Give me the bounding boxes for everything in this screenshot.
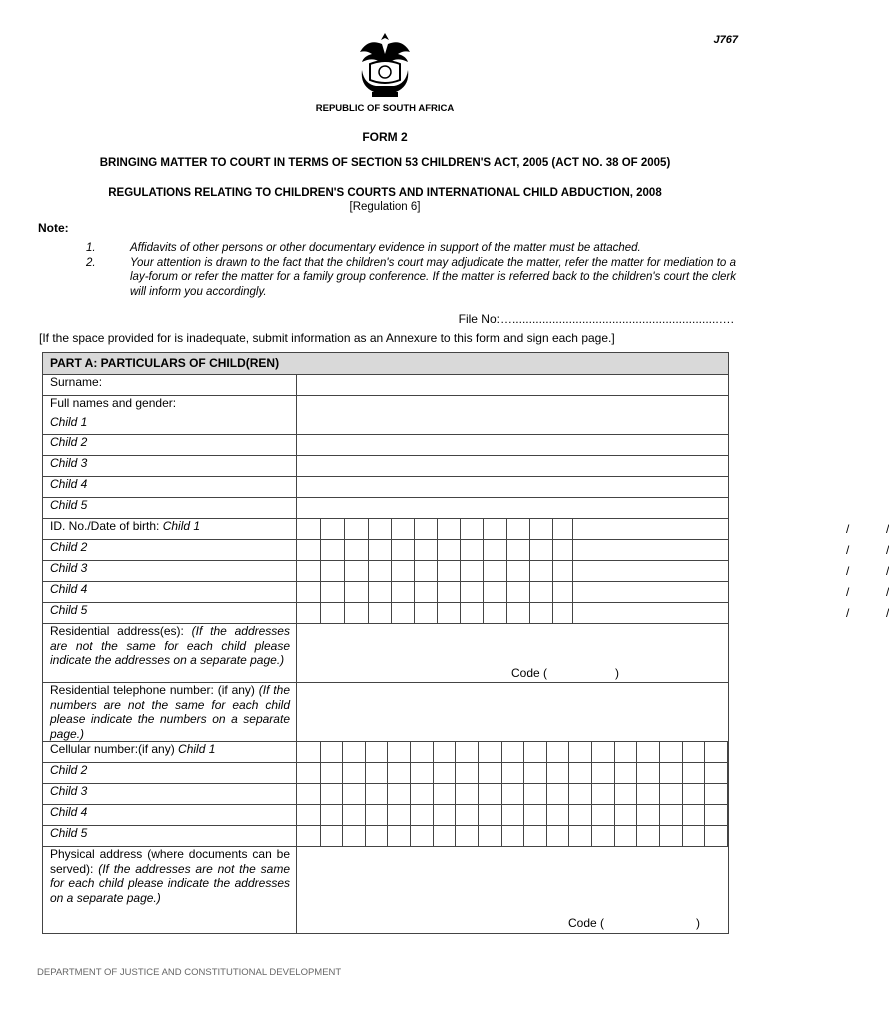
cell-digit-box[interactable] — [683, 805, 706, 825]
cell-digit-box[interactable] — [615, 784, 638, 804]
date-separator: / — [846, 522, 850, 536]
cell-digit-box[interactable] — [615, 763, 638, 783]
cell-digit-box[interactable] — [592, 826, 615, 846]
code-label: Code ( — [568, 916, 605, 930]
id-digit-box[interactable] — [507, 519, 530, 539]
id-digit-boxes — [297, 561, 728, 581]
cell-digit-boxes — [297, 763, 728, 783]
cell-digit-box[interactable] — [547, 805, 570, 825]
full-names-child3-field[interactable] — [297, 456, 729, 477]
cell-digit-box[interactable] — [660, 784, 683, 804]
cell-digit-box[interactable] — [683, 763, 706, 783]
cell-digit-box[interactable] — [502, 742, 525, 762]
id-digit-box[interactable] — [392, 561, 415, 581]
cell-digit-box[interactable] — [637, 784, 660, 804]
cell-digit-box[interactable] — [524, 805, 547, 825]
surname-label: Surname: — [43, 375, 297, 396]
cell-digit-box[interactable] — [434, 742, 457, 762]
id-digit-box[interactable] — [461, 582, 484, 602]
cell-digit-box[interactable] — [524, 742, 547, 762]
cellular-number-label — [43, 742, 297, 763]
id-dob-label — [43, 519, 297, 540]
child-label: Child 2 — [43, 540, 297, 561]
id-digit-box[interactable] — [297, 561, 321, 581]
id-digit-box[interactable] — [507, 603, 530, 623]
coat-of-arms-logo — [356, 30, 414, 100]
id-digit-box[interactable] — [530, 603, 553, 623]
code-close: ) — [615, 666, 619, 680]
id-digit-box[interactable] — [297, 603, 321, 623]
cellular-child2-field[interactable] — [297, 763, 729, 784]
cell-digit-box[interactable] — [502, 826, 525, 846]
id-digit-box[interactable] — [297, 582, 321, 602]
id-digit-box[interactable] — [321, 540, 345, 560]
cell-digit-box[interactable] — [705, 742, 728, 762]
id-dob-child3-field[interactable] — [297, 561, 850, 582]
id-dob-text: ID. No./Date of birth: — [50, 519, 163, 533]
id-digit-box[interactable] — [484, 561, 507, 581]
code-label: Code ( — [511, 666, 548, 680]
full-names-child5-field[interactable] — [297, 498, 729, 519]
child-label: Child 1 — [178, 742, 216, 756]
cell-digit-box[interactable] — [547, 742, 570, 762]
id-digit-boxes — [297, 582, 728, 602]
child-label: Child 2 — [43, 435, 297, 456]
cell-digit-box[interactable] — [321, 742, 344, 762]
id-digit-box[interactable] — [530, 561, 553, 581]
cell-digit-box[interactable] — [569, 826, 592, 846]
id-digit-box[interactable] — [553, 561, 573, 581]
cell-digit-boxes — [297, 826, 728, 846]
cell-digit-box[interactable] — [479, 763, 502, 783]
country-name: REPUBLIC OF SOUTH AFRICA — [315, 103, 455, 114]
cell-digit-box[interactable] — [502, 784, 525, 804]
residential-address-field[interactable] — [297, 624, 729, 683]
cell-digit-box[interactable] — [434, 805, 457, 825]
residential-address-text: Residential address(es): — [50, 624, 184, 638]
id-digit-box[interactable] — [369, 540, 392, 560]
cell-digit-box[interactable] — [615, 742, 638, 762]
cell-digit-box[interactable] — [683, 742, 706, 762]
id-digit-box[interactable] — [553, 540, 573, 560]
cell-digit-box[interactable] — [592, 742, 615, 762]
cell-digit-box[interactable] — [479, 805, 502, 825]
child-label: Child 5 — [43, 498, 297, 519]
cell-digit-box[interactable] — [615, 805, 638, 825]
physical-address-text: Physical address (where documents can be served): — [50, 847, 290, 876]
child-label: Child 3 — [43, 784, 297, 805]
id-digit-box[interactable] — [461, 519, 484, 539]
note-number: 1. — [86, 242, 96, 254]
id-digit-box[interactable] — [507, 540, 530, 560]
id-digit-box[interactable] — [438, 519, 461, 539]
cell-digit-box[interactable] — [434, 784, 457, 804]
id-digit-box[interactable] — [345, 540, 369, 560]
cell-digit-box[interactable] — [388, 805, 411, 825]
form-heading: BRINGING MATTER TO COURT IN TERMS OF SECTION 53 CHILDREN'S ACT, 2005 (ACT NO. 38 OF 2005) — [99, 157, 671, 169]
cell-digit-box[interactable] — [569, 805, 592, 825]
physical-address-field[interactable] — [297, 847, 729, 934]
cell-digit-box[interactable] — [705, 784, 728, 804]
cellular-number-text: Cellular number:(if any) — [50, 742, 179, 756]
id-dob-child2-field[interactable] — [297, 540, 850, 561]
id-digit-box[interactable] — [530, 582, 553, 602]
cell-digit-box[interactable] — [434, 763, 457, 783]
cell-digit-box[interactable] — [547, 784, 570, 804]
cell-digit-box[interactable] — [502, 763, 525, 783]
cell-digit-box[interactable] — [388, 763, 411, 783]
id-digit-box[interactable] — [484, 582, 507, 602]
id-digit-box[interactable] — [392, 519, 415, 539]
cell-digit-box[interactable] — [343, 826, 366, 846]
physical-address-label — [43, 847, 297, 934]
notes-list — [80, 241, 736, 299]
child-label: Child 5 — [43, 826, 297, 847]
cell-digit-box[interactable] — [479, 826, 502, 846]
cell-digit-box[interactable] — [411, 784, 434, 804]
cell-digit-box[interactable] — [502, 805, 525, 825]
cell-digit-box[interactable] — [592, 763, 615, 783]
residential-telephone-note: (If the numbers are not the same for each child please indicate the numbers on a separate page.) — [50, 683, 290, 741]
full-names-child2-field[interactable] — [297, 435, 729, 456]
id-digit-box[interactable] — [415, 540, 438, 560]
cell-digit-box[interactable] — [297, 742, 321, 762]
footer-department: DEPARTMENT OF JUSTICE AND CONSTITUTIONAL DEVELOPMENT — [37, 967, 342, 978]
cell-digit-box[interactable] — [434, 826, 457, 846]
date-separator: / — [846, 606, 850, 620]
cell-digit-box[interactable] — [637, 742, 660, 762]
id-digit-box[interactable] — [484, 519, 507, 539]
full-names-label — [43, 396, 297, 435]
cell-digit-box[interactable] — [637, 763, 660, 783]
cell-digit-box[interactable] — [321, 763, 344, 783]
form-title: FORM 2 — [362, 130, 408, 144]
cell-digit-box[interactable] — [705, 826, 728, 846]
date-separator: / — [846, 543, 850, 557]
cell-digit-box[interactable] — [321, 805, 344, 825]
id-digit-box[interactable] — [321, 561, 345, 581]
id-digit-box[interactable] — [530, 540, 553, 560]
id-digit-box[interactable] — [553, 519, 573, 539]
cell-digit-box[interactable] — [569, 763, 592, 783]
id-digit-box[interactable] — [461, 603, 484, 623]
cell-digit-box[interactable] — [411, 826, 434, 846]
note-label: Note: — [38, 221, 69, 235]
id-digit-box[interactable] — [438, 582, 461, 602]
cell-digit-box[interactable] — [547, 826, 570, 846]
cell-digit-box[interactable] — [479, 742, 502, 762]
cell-digit-box[interactable] — [366, 763, 389, 783]
cell-digit-box[interactable] — [683, 784, 706, 804]
cell-digit-box[interactable] — [705, 805, 728, 825]
id-digit-box[interactable] — [415, 561, 438, 581]
cell-digit-box[interactable] — [297, 763, 321, 783]
child-label: Child 5 — [43, 603, 297, 624]
cell-digit-box[interactable] — [366, 826, 389, 846]
cell-digit-box[interactable] — [660, 805, 683, 825]
id-digit-boxes — [297, 540, 728, 560]
child-label: Child 4 — [43, 805, 297, 826]
note-item — [80, 241, 736, 256]
part-a-table — [42, 352, 850, 934]
id-dob-child5-field[interactable] — [297, 603, 850, 624]
full-names-child1-field[interactable] — [297, 396, 729, 435]
id-digit-box[interactable] — [345, 582, 369, 602]
surname-field[interactable] — [297, 375, 729, 396]
cell-digit-box[interactable] — [660, 763, 683, 783]
cell-digit-box[interactable] — [683, 826, 706, 846]
file-number-field[interactable]: File No:…..............................................................…. — [458, 312, 734, 326]
child-label: Child 4 — [43, 582, 297, 603]
id-digit-box[interactable] — [392, 540, 415, 560]
cell-digit-box[interactable] — [547, 763, 570, 783]
cellular-child5-field[interactable] — [297, 826, 729, 847]
regulations-heading: REGULATIONS RELATING TO CHILDREN'S COURTS AND INTERNATIONAL CHILD ABDUCTION, 2008 — [108, 187, 662, 199]
cell-digit-box[interactable] — [321, 826, 344, 846]
cell-digit-box[interactable] — [524, 784, 547, 804]
id-digit-box[interactable] — [321, 603, 345, 623]
code-close: ) — [696, 916, 700, 930]
id-digit-box[interactable] — [484, 540, 507, 560]
cellular-child1-field[interactable] — [297, 742, 729, 763]
id-digit-box[interactable] — [461, 561, 484, 581]
id-digit-box[interactable] — [415, 519, 438, 539]
cell-digit-box[interactable] — [388, 742, 411, 762]
form-code: J767 — [713, 34, 738, 46]
cell-digit-box[interactable] — [456, 742, 479, 762]
id-digit-box[interactable] — [297, 519, 321, 539]
date-separator: / — [846, 564, 850, 578]
cell-digit-boxes — [297, 742, 728, 762]
id-digit-box[interactable] — [438, 603, 461, 623]
regulation-reference: [Regulation 6] — [349, 201, 421, 213]
cell-digit-box[interactable] — [456, 763, 479, 783]
cell-digit-box[interactable] — [411, 805, 434, 825]
cell-digit-box[interactable] — [456, 784, 479, 804]
note-number: 2. — [86, 256, 96, 269]
cell-digit-box[interactable] — [321, 784, 344, 804]
child-label: Child 1 — [162, 519, 201, 533]
cell-digit-box[interactable] — [569, 742, 592, 762]
id-digit-boxes — [297, 519, 728, 539]
cell-digit-box[interactable] — [456, 805, 479, 825]
part-a-title: PART A: PARTICULARS OF CHILD(REN) — [43, 353, 729, 375]
cell-digit-boxes — [297, 784, 728, 804]
id-digit-box[interactable] — [415, 603, 438, 623]
id-digit-box[interactable] — [369, 582, 392, 602]
note-item — [80, 256, 736, 300]
id-digit-box[interactable] — [553, 582, 573, 602]
cell-digit-box[interactable] — [366, 805, 389, 825]
cell-digit-box[interactable] — [637, 826, 660, 846]
id-digit-box[interactable] — [369, 519, 392, 539]
cell-digit-box[interactable] — [524, 763, 547, 783]
id-digit-box[interactable] — [369, 603, 392, 623]
child-label: Child 3 — [43, 561, 297, 582]
date-separator: / — [846, 585, 850, 599]
residential-telephone-label — [43, 683, 297, 742]
cell-digit-box[interactable] — [524, 826, 547, 846]
cell-digit-box[interactable] — [343, 784, 366, 804]
cell-digit-box[interactable] — [366, 742, 389, 762]
id-digit-box[interactable] — [461, 540, 484, 560]
residential-address-note: (If the addresses are not the same for each child please indicate the addresses on a separate page.) — [50, 624, 290, 667]
cell-digit-box[interactable] — [569, 784, 592, 804]
cell-digit-box[interactable] — [637, 805, 660, 825]
cell-digit-box[interactable] — [343, 805, 366, 825]
physical-address-note: (If the addresses are not the same for each child please indicate the addresses on a separate page.) — [50, 861, 291, 905]
residential-telephone-text: Residential telephone number: (if any) — [50, 683, 259, 697]
id-digit-box[interactable] — [415, 582, 438, 602]
cellular-child4-field[interactable] — [297, 805, 729, 826]
cell-digit-box[interactable] — [592, 784, 615, 804]
instruction-text: [If the space provided for is inadequate, submit information as an Annexure to this form and sign each page.] — [39, 331, 615, 345]
child-label: Child 2 — [43, 763, 297, 784]
cell-digit-box[interactable] — [479, 784, 502, 804]
cell-digit-box[interactable] — [343, 742, 366, 762]
residential-telephone-field[interactable] — [297, 683, 729, 742]
cell-digit-box[interactable] — [615, 826, 638, 846]
child-label: Child 1 — [50, 415, 88, 429]
id-dob-child4-field[interactable] — [297, 582, 850, 603]
id-digit-box[interactable] — [530, 519, 553, 539]
note-text: Affidavits of other persons or other documentary evidence in support of the matter must be attached. — [130, 242, 641, 254]
cell-digit-box[interactable] — [411, 742, 434, 762]
cell-digit-box[interactable] — [660, 826, 683, 846]
id-digit-box[interactable] — [392, 582, 415, 602]
id-digit-box[interactable] — [507, 561, 530, 581]
cell-digit-box[interactable] — [388, 784, 411, 804]
cell-digit-box[interactable] — [366, 784, 389, 804]
cell-digit-box[interactable] — [297, 805, 321, 825]
cell-digit-box[interactable] — [297, 826, 321, 846]
id-digit-box[interactable] — [392, 603, 415, 623]
id-digit-box[interactable] — [345, 603, 369, 623]
cell-digit-box[interactable] — [388, 826, 411, 846]
cell-digit-box[interactable] — [297, 784, 321, 804]
id-digit-box[interactable] — [438, 561, 461, 581]
full-names-child4-field[interactable] — [297, 477, 729, 498]
cell-digit-box[interactable] — [592, 805, 615, 825]
id-digit-box[interactable] — [321, 519, 345, 539]
cell-digit-boxes — [297, 805, 728, 825]
id-digit-box[interactable] — [369, 561, 392, 581]
id-digit-box[interactable] — [484, 603, 507, 623]
cell-digit-box[interactable] — [660, 742, 683, 762]
id-digit-box[interactable] — [297, 540, 321, 560]
note-text: Your attention is drawn to the fact that the children's court may adjudicate the matter, refer the matter for mediation to a lay-forum or refer the matter for a family group conference. If the matter is referred back to the children's court the clerk will inform you accordingly. — [130, 256, 736, 298]
cell-digit-box[interactable] — [411, 763, 434, 783]
id-digit-box[interactable] — [321, 582, 345, 602]
child-label: Child 4 — [43, 477, 297, 498]
id-digit-box[interactable] — [438, 540, 461, 560]
full-names-text: Full names and gender: — [50, 396, 177, 410]
cell-digit-box[interactable] — [456, 826, 479, 846]
id-digit-box[interactable] — [553, 603, 573, 623]
cell-digit-box[interactable] — [343, 763, 366, 783]
child-label: Child 3 — [43, 456, 297, 477]
cell-digit-box[interactable] — [705, 763, 728, 783]
residential-address-label — [43, 624, 297, 683]
cellular-child3-field[interactable] — [297, 784, 729, 805]
id-digit-box[interactable] — [507, 582, 530, 602]
id-dob-child1-field[interactable] — [297, 519, 850, 540]
id-digit-box[interactable] — [345, 561, 369, 581]
id-digit-boxes — [297, 603, 728, 623]
id-digit-box[interactable] — [345, 519, 369, 539]
